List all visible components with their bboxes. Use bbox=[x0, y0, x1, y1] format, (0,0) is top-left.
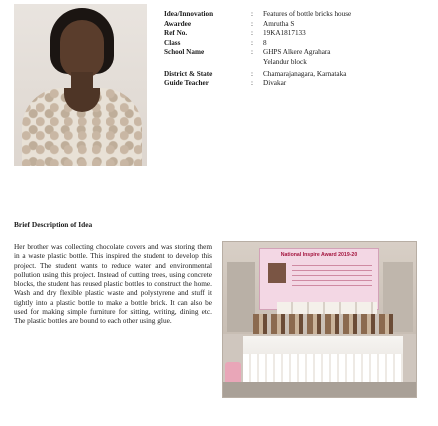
info-row-class bbox=[164, 39, 423, 49]
info-colon: : bbox=[251, 29, 253, 38]
info-label: Class bbox=[164, 38, 181, 47]
info-label: District & State bbox=[164, 69, 213, 78]
exhibit-banner-text-lines bbox=[292, 265, 372, 289]
exhibit-bottle-models bbox=[253, 314, 393, 336]
info-value: 19KA1817133 bbox=[263, 29, 306, 38]
awardee-photo bbox=[14, 4, 147, 166]
exhibit-banner bbox=[259, 248, 379, 310]
info-colon: : bbox=[251, 69, 253, 78]
info-colon: : bbox=[251, 38, 253, 47]
info-colon: : bbox=[251, 79, 253, 88]
info-colon: : bbox=[251, 19, 253, 28]
school-block: Yelandur block bbox=[263, 57, 307, 66]
exhibit-banner-title: National Inspire Award 2019-20 bbox=[280, 252, 358, 258]
info-label: Awardee bbox=[164, 19, 192, 28]
info-row-guide bbox=[164, 79, 423, 89]
info-row-ref bbox=[164, 29, 423, 39]
info-value: Features of bottle bricks house bbox=[263, 10, 352, 18]
info-value: Divakar bbox=[263, 79, 287, 88]
info-label: School Name bbox=[164, 48, 205, 57]
info-value: 8 bbox=[263, 38, 267, 47]
photo-face bbox=[60, 20, 104, 78]
info-row-district bbox=[164, 70, 423, 80]
exhibit-table-cloth bbox=[243, 354, 403, 382]
school-name: GHPS Alkere Agrahara bbox=[263, 48, 331, 57]
info-label: Ref No. bbox=[164, 29, 188, 38]
info-row-school bbox=[164, 48, 423, 67]
exhibit-photo bbox=[222, 241, 417, 398]
info-label: Guide Teacher bbox=[164, 79, 209, 88]
info-label: Idea/Innovation bbox=[164, 10, 214, 18]
info-row-awardee bbox=[164, 20, 423, 30]
exhibit-floor bbox=[223, 382, 416, 398]
info-value: Chamarajanagara, Karnataka bbox=[263, 69, 347, 78]
brief-description-text: Her brother was collecting chocolate covers and was storing them in a waste plastic bottle. This inspired the student to develop this project. The student wants to reduce water and environmental pollution using this project. Instead of cutting trees, using concrete blocks, the student has reused plastic bottles to construct the home. Wash and dry flexible plastic waste and polystyrene and stuff it tightly into a plastic bottle to make a bottle brick. It can also be used for making simple furniture for sitting, writing, dining etc. The plastic bottles are bound to each other using glue. bbox=[14, 242, 212, 326]
info-value: Amrutha S bbox=[263, 19, 295, 28]
exhibit-stand-left bbox=[227, 262, 255, 332]
exhibit-banner-photo bbox=[268, 263, 286, 283]
brief-description-heading: Brief Description of Idea bbox=[14, 220, 93, 229]
info-value bbox=[263, 48, 423, 67]
info-colon: : bbox=[251, 10, 253, 18]
info-row-idea bbox=[164, 10, 423, 20]
exhibit-display-cards bbox=[277, 302, 377, 314]
awardee-info-table bbox=[164, 10, 423, 89]
info-colon: : bbox=[251, 48, 253, 57]
